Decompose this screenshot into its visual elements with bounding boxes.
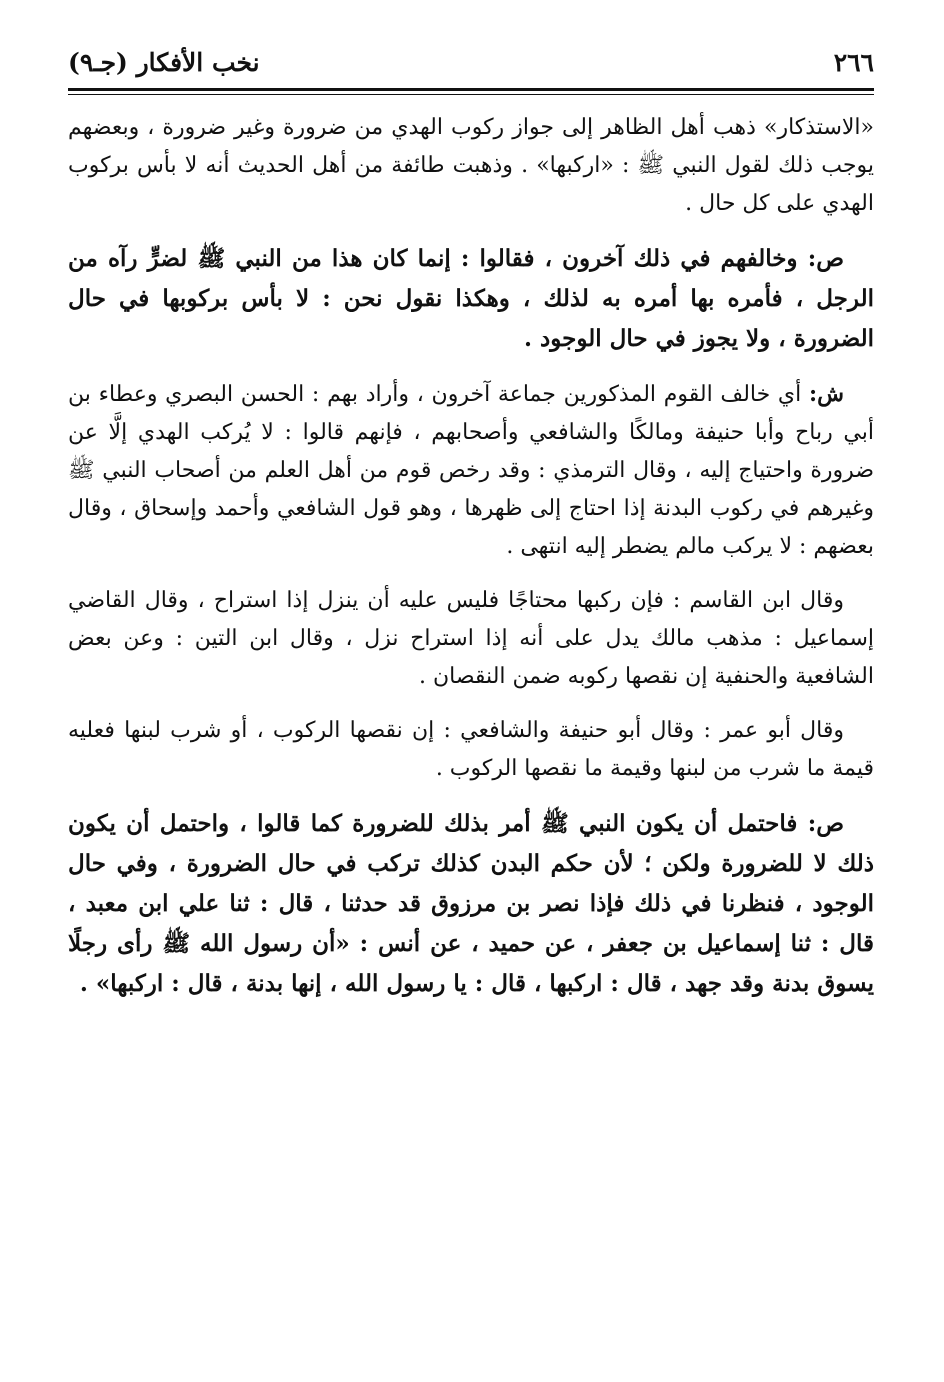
paragraph-commentary (68, 582, 874, 696)
paragraph-text: وقال ابن القاسم : فإن ركبها محتاجًا فليس عليه أن ينزل إذا استراح ، وقال القاضي إسماعيل : مذهب مالك يدل على أنه إذا استراح نزل ، وقال ابن التين : وعن بعض الشافعية والحنفية إن نقصها ركوبه ضمن النقصان . (68, 588, 874, 689)
book-page (68, 40, 874, 1360)
paragraph-text: أي خالف القوم المذكورين جماعة آخرون ، وأراد بهم : الحسن البصري وعطاء بن أبي رباح وأبا حنيفة ومالكًا والشافعي وأصحابهم ، فإنهم قالوا : لا يُركب الهدي إلَّا عن ضرورة واحتياج إليه ، وقال الترمذي : وقد رخص قوم من أهل العلم من أصحاب النبي ﷺ وغيرهم في ركوب البدنة إذا احتاج إلى ظهرها ، وهو قول الشافعي وأحمد وإسحاق ، وقال بعضهم : لا يركب مالم يضطر إليه انتهى . (68, 382, 874, 559)
header-rule-thin (68, 94, 874, 95)
header-rule-thick (68, 88, 874, 91)
paragraph-text: «الاستذكار» ذهب أهل الظاهر إلى جواز ركوب الهدي من ضرورة وغير ضرورة ، وبعضهم يوجب ذلك لقول النبي ﷺ : «اركبها» . وذهبت طائفة من أهل الحديث أنه لا بأس بركوب الهدي على كل حال . (68, 115, 874, 216)
paragraph-commentary (68, 375, 874, 566)
paragraph-text: وقال أبو عمر : وقال أبو حنيفة والشافعي : إن نقصها الركوب ، أو شرب لبنها فعليه قيمة ما شرب من لبنها وقيمة ما نقصها الركوب . (68, 718, 874, 781)
section-marker: ش: (809, 381, 844, 407)
paragraph-main-text (68, 239, 874, 359)
page-number: ٢٦٦ (833, 48, 874, 77)
section-marker: ص: (807, 810, 844, 837)
page-header (68, 40, 874, 86)
page-body (68, 109, 874, 1004)
paragraph-text: وخالفهم في ذلك آخرون ، فقالوا : إنما كان هذا من النبي ﷺ لضرٍّ رآه من الرجل ، فأمره بها أمره به لذلك ، وهكذا نقول نحن : لا بأس بركوبها في حال الضرورة ، ولا يجوز في حال الوجود . (68, 245, 874, 352)
running-title: نخب الأفكار (جـ٩) (68, 48, 260, 77)
paragraph-main-text (68, 804, 874, 1004)
paragraph-commentary (68, 712, 874, 788)
paragraph-commentary-continuation (68, 109, 874, 223)
section-marker: ص: (807, 245, 844, 272)
paragraph-text: فاحتمل أن يكون النبي ﷺ أمر بذلك للضرورة كما قالوا ، واحتمل أن يكون ذلك لا للضرورة ولكن ؛ لأن حكم البدن كذلك تركب في حال الضرورة ، وفي حال الوجود ، فنظرنا في ذلك فإذا نصر بن مرزوق قد حدثنا ، قال : ثنا علي ابن معبد ، قال : ثنا إسماعيل بن جعفر ، عن حميد ، عن أنس : «أن رسول الله ﷺ رأى رجلًا يسوق بدنة وقد جهد ، قال : اركبها ، قال : يا رسول الله ، إنها بدنة ، قال : اركبها» . (68, 810, 874, 997)
